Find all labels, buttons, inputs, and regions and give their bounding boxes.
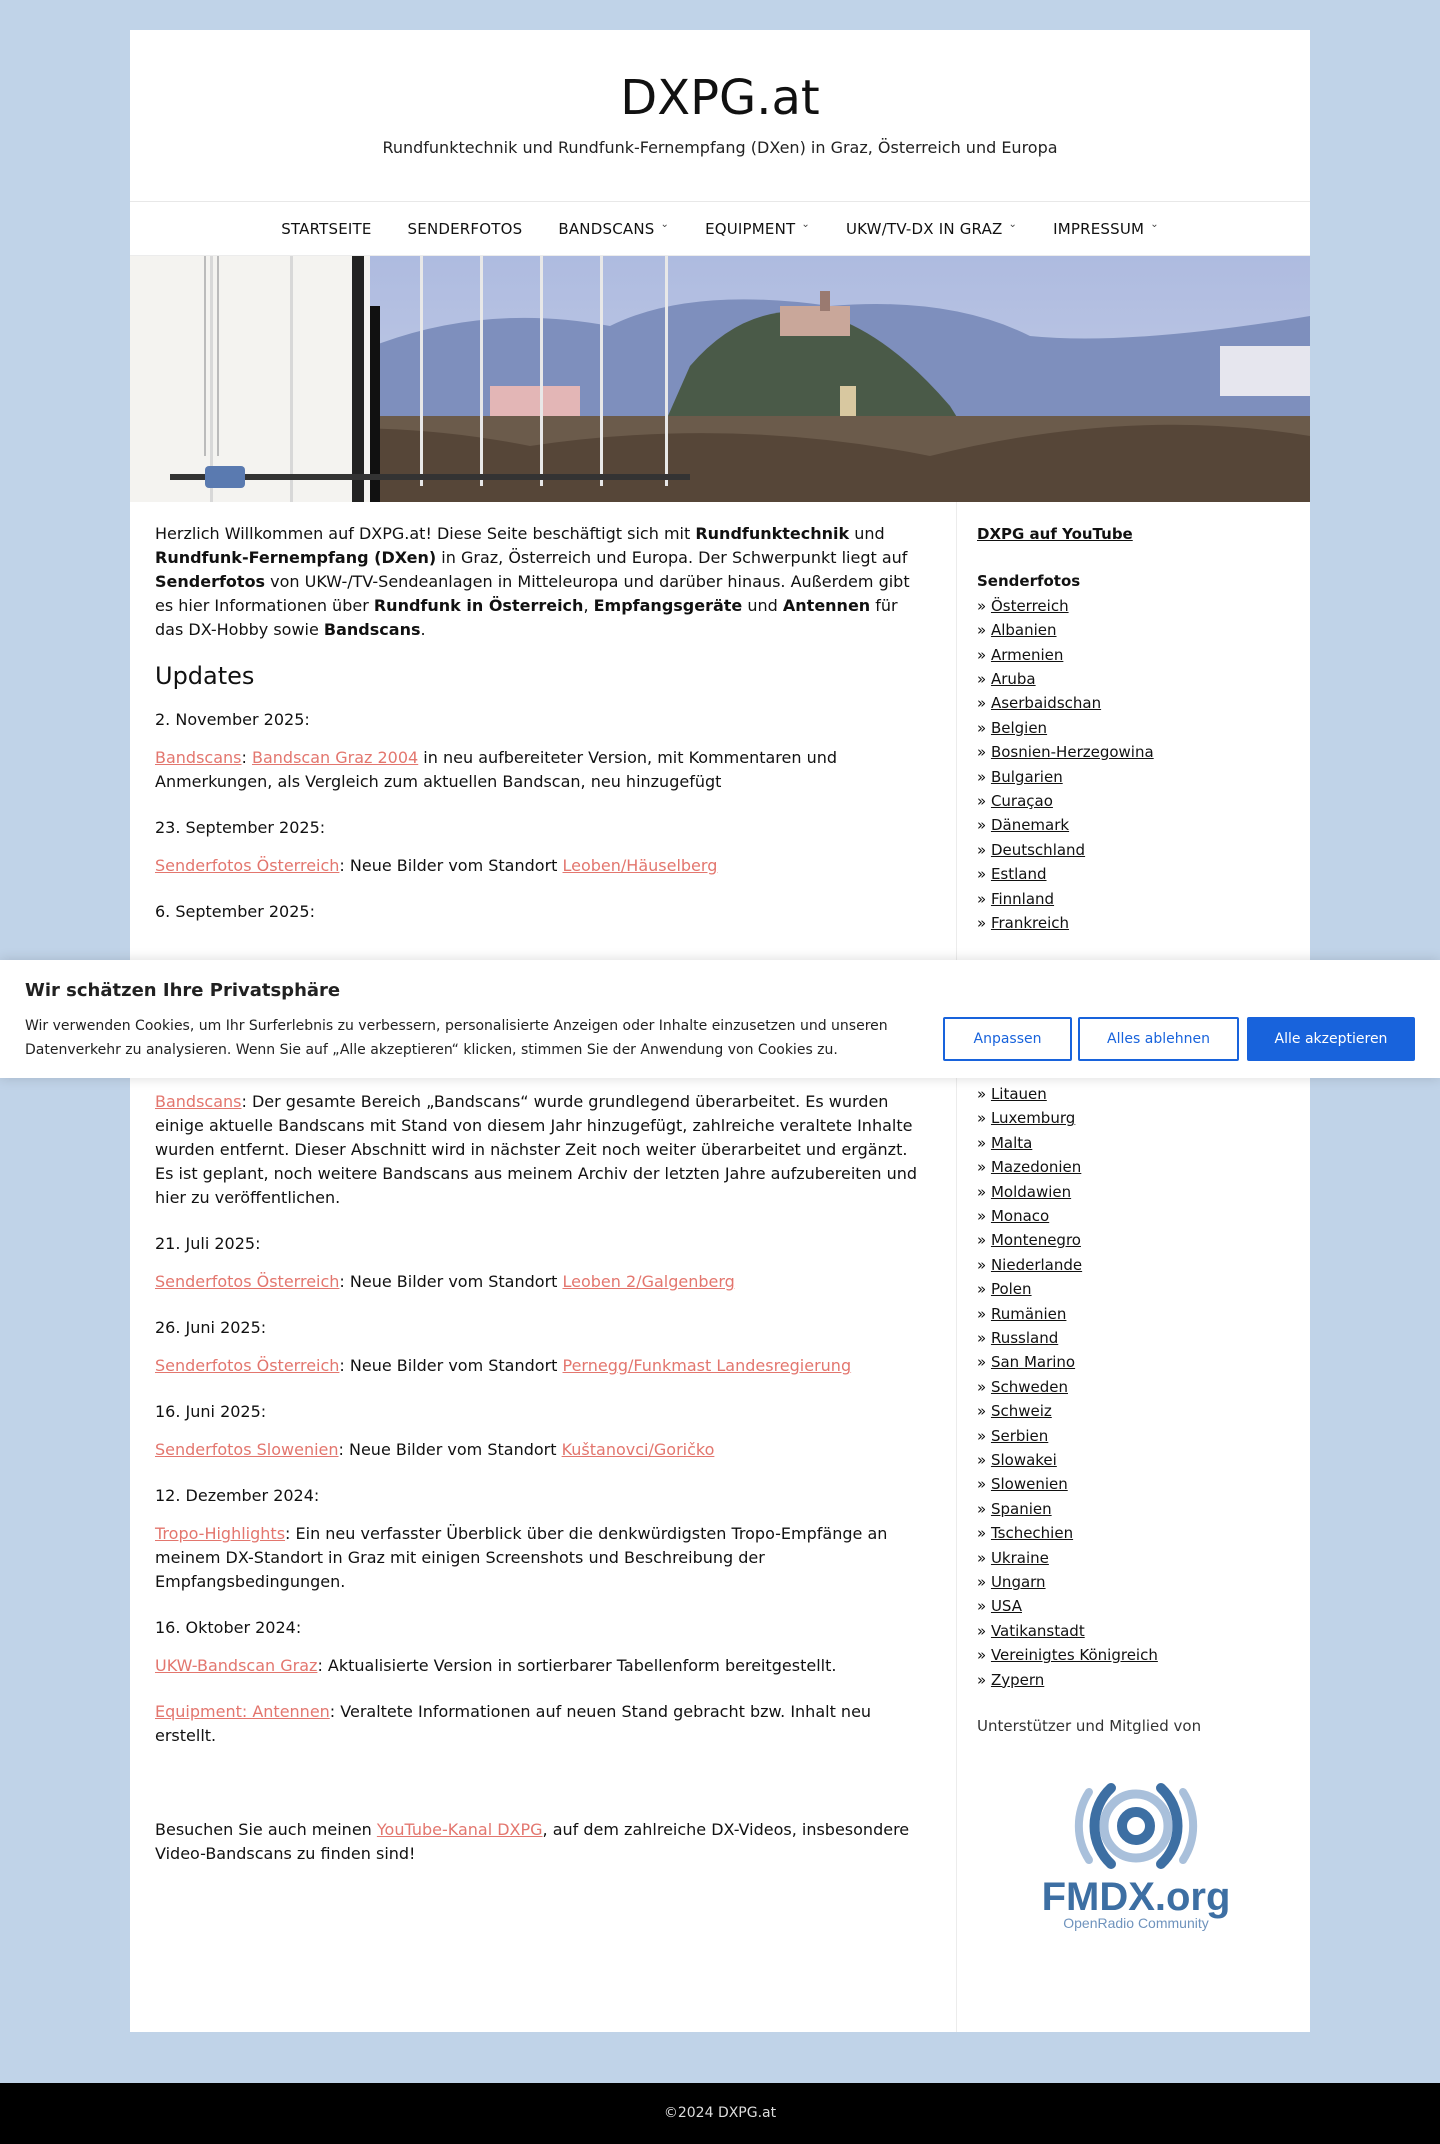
sidebar-heading: Senderfotos [977, 572, 1081, 591]
sidebar-country-item [977, 1082, 1287, 1106]
sidebar-country-item [977, 887, 1287, 911]
nav-equipment[interactable] [705, 220, 810, 238]
sidebar-country-item [977, 1424, 1287, 1448]
country-link[interactable]: Aserbaidschan [990, 694, 1102, 713]
sidebar-country-item [977, 838, 1287, 862]
country-link[interactable]: Spanien [990, 1499, 1052, 1518]
sidebar-country-item [977, 1448, 1287, 1472]
intro-paragraph [155, 522, 930, 642]
country-link[interactable]: Montenegro [990, 1231, 1081, 1250]
list-bullet: » [977, 1206, 991, 1225]
list-bullet: » [977, 1328, 991, 1347]
sidebar-country-item [977, 1546, 1287, 1570]
intro-text: für das DX-Hobby sowie [155, 596, 898, 639]
update-entry [155, 1654, 930, 1678]
country-link[interactable]: Mazedonien [990, 1158, 1082, 1177]
update-entry [155, 854, 930, 878]
country-link[interactable]: Luxemburg [990, 1109, 1076, 1128]
country-link[interactable]: Vatikanstadt [990, 1621, 1085, 1640]
list-bullet: » [977, 1353, 991, 1372]
nav-impressum[interactable] [1053, 220, 1159, 238]
sidebar-country-item [977, 862, 1287, 886]
intro-text: von UKW-/TV-Sendeanlagen in Mitteleuropa und darüber hinaus. Außerdem gibt es hier Informationen über [155, 572, 910, 615]
chevron-down-icon: ⌄ [1008, 219, 1018, 230]
country-link[interactable]: Bulgarien [990, 767, 1063, 786]
outro-text: Besuchen Sie auch meinen [155, 1820, 377, 1839]
update-entry [155, 1090, 930, 1210]
update-link[interactable]: Bandscan Graz 2004 [251, 748, 419, 767]
update-link[interactable]: Equipment: Antennen [155, 1702, 330, 1721]
update-link[interactable]: Senderfotos Österreich [155, 1272, 340, 1291]
sidebar-country-item [977, 1155, 1287, 1179]
list-bullet: » [977, 914, 991, 933]
list-bullet: » [977, 1597, 991, 1616]
list-bullet: » [977, 1377, 991, 1396]
main-content [155, 522, 930, 1888]
country-link[interactable]: Estland [990, 865, 1047, 884]
country-link[interactable]: Polen [990, 1280, 1032, 1299]
country-link[interactable]: Monaco [990, 1206, 1050, 1225]
country-link[interactable]: Curaçao [990, 792, 1053, 811]
list-bullet: » [977, 1255, 991, 1274]
country-link[interactable]: Slowakei [990, 1451, 1057, 1469]
update-entry [155, 1438, 930, 1462]
country-link[interactable]: Ukraine [990, 1548, 1049, 1567]
list-bullet: » [977, 1133, 991, 1152]
country-link[interactable]: Ungarn [990, 1573, 1046, 1592]
nav-label: EQUIPMENT [705, 219, 796, 238]
list-bullet: » [977, 645, 991, 664]
list-bullet: » [977, 1451, 991, 1469]
list-bullet: » [977, 1231, 991, 1250]
sidebar-country-item [977, 1668, 1287, 1692]
content-area [130, 502, 1310, 2032]
country-link[interactable]: USA [990, 1597, 1022, 1616]
country-list [977, 1058, 1287, 1693]
sidebar-country-item [977, 594, 1287, 618]
sidebar-country-item [977, 1326, 1287, 1350]
update-date: 6. September 2025: [155, 902, 315, 921]
sidebar [977, 522, 1287, 1938]
list-bullet: » [977, 694, 991, 713]
sidebar-country-item [977, 911, 1287, 935]
nav-bandscans[interactable] [558, 220, 669, 238]
update-entry [155, 1354, 930, 1378]
list-bullet: » [977, 621, 991, 640]
sidebar-country-item [977, 1594, 1287, 1618]
sidebar-country-item [977, 1277, 1287, 1301]
update-entry [155, 746, 930, 794]
youtube-link[interactable]: DXPG auf YouTube [977, 525, 1133, 543]
nav-senderfotos[interactable] [408, 220, 523, 238]
update-date: 16. Oktober 2024: [155, 1618, 302, 1637]
fmdx-logo[interactable] [1041, 1778, 1231, 1938]
list-bullet: » [977, 865, 991, 884]
list-bullet: » [977, 1475, 991, 1494]
nav-label: IMPRESSUM [1053, 219, 1145, 238]
cookie-text: Wir verwenden Cookies, um Ihr Surferlebnis zu verbessern, personalisierte Anzeigen oder Inhalte einzusetzen und unseren Datenverkehr zu analysieren. Wenn Sie auf „Alle akzeptieren“ klicken, stimmen Sie der Anwendung von Cookies zu. [25, 1018, 888, 1058]
list-bullet: » [977, 816, 991, 835]
country-link[interactable]: Österreich [990, 596, 1069, 615]
list-bullet: » [977, 840, 991, 859]
sidebar-country-item [977, 691, 1287, 715]
list-bullet: » [977, 1158, 991, 1177]
update-link[interactable]: Senderfotos Österreich [155, 856, 340, 875]
update-text: : Ein neu verfasster Überblick über die denkwürdigsten Tropo-Empfänge an meinem DX-Standort in Graz mit einigen Screenshots und Beschreibung der Empfangsbedingungen. [155, 1524, 888, 1591]
list-bullet: » [977, 1280, 991, 1299]
list-bullet: » [977, 1524, 991, 1543]
site-header [130, 30, 1310, 202]
list-bullet: » [977, 1548, 991, 1567]
list-bullet: » [977, 718, 991, 737]
intro-text: und [849, 524, 885, 543]
main-navigation [130, 202, 1310, 256]
update-text: : Neue Bilder vom Standort [339, 1356, 563, 1375]
sidebar-country-item [977, 667, 1287, 691]
update-link[interactable]: UKW-Bandscan Graz [155, 1656, 318, 1675]
update-text: : Aktualisierte Version in sortierbarer Tabellenform bereitgestellt. [317, 1656, 837, 1675]
site-tagline: Rundfunktechnik und Rundfunk-Fernempfang (DXen) in Graz, Österreich und Europa [382, 137, 1058, 157]
country-link[interactable]: Frankreich [990, 914, 1070, 933]
sidebar-country-item [977, 1619, 1287, 1643]
update-link[interactable]: Senderfotos Slowenien [155, 1440, 339, 1459]
intro-bold: Bandscans [323, 620, 421, 639]
country-link[interactable]: Schweden [990, 1377, 1068, 1396]
sidebar-country-item [977, 1570, 1287, 1594]
fmdx-logo-subtext: OpenRadio Community [1063, 1915, 1209, 1932]
list-bullet: » [977, 670, 991, 689]
list-bullet: » [977, 596, 991, 615]
list-bullet: » [977, 1109, 991, 1128]
update-link[interactable]: Pernegg/Funkmast Landesregierung [562, 1356, 852, 1375]
list-bullet: » [977, 767, 991, 786]
sidebar-country-item [977, 1375, 1287, 1399]
sidebar-country-item [977, 1253, 1287, 1277]
update-text: in neu aufbereiteter Version, mit Kommentaren und Anmerkungen, als Vergleich zum aktuellen Bandscan, neu hinzugefügt [155, 748, 838, 791]
country-link[interactable]: Tschechien [990, 1524, 1074, 1543]
intro-bold: Rundfunk-Fernempfang (DXen) [155, 548, 437, 567]
list-bullet: » [977, 1499, 991, 1518]
update-text: : Veraltete Informationen auf neuen Stand gebracht bzw. Inhalt neu erstellt. [155, 1702, 872, 1745]
intro-text: , [583, 596, 594, 615]
sidebar-country-item [977, 1204, 1287, 1228]
country-link[interactable]: Litauen [990, 1084, 1047, 1103]
country-link[interactable]: Albanien [990, 621, 1057, 640]
update-text: : [241, 748, 252, 767]
customize-button[interactable]: Anpassen [943, 1017, 1072, 1061]
cookie-banner [0, 960, 1440, 1078]
update-link[interactable]: Leoben/Häuselberg [562, 856, 718, 875]
sidebar-divider [956, 502, 957, 2032]
intro-bold: Antennen [782, 596, 871, 615]
list-bullet: » [977, 1304, 991, 1323]
country-link[interactable]: Serbien [990, 1426, 1049, 1445]
country-link[interactable]: Vereinigtes Königreich [990, 1646, 1158, 1665]
list-bullet: » [977, 1646, 991, 1665]
intro-bold: Senderfotos [155, 572, 266, 591]
sidebar-country-item [977, 1228, 1287, 1252]
list-bullet: » [977, 792, 991, 811]
list-bullet: » [977, 1084, 991, 1103]
intro-text: in Graz, Österreich und Europa. Der Schwerpunkt liegt auf [436, 548, 908, 567]
sidebar-country-item [977, 1399, 1287, 1423]
list-bullet: » [977, 1573, 991, 1592]
sidebar-country-item [977, 1643, 1287, 1667]
update-date: 12. Dezember 2024: [155, 1486, 320, 1505]
nav-startseite[interactable] [281, 220, 371, 238]
country-link[interactable]: Schweiz [990, 1402, 1052, 1421]
sidebar-country-item [977, 1521, 1287, 1545]
list-bullet: » [977, 743, 991, 762]
chevron-down-icon: ⌄ [660, 219, 670, 230]
country-link[interactable]: Bosnien-Herzegowina [990, 743, 1154, 762]
reject-all-button[interactable]: Alles ablehnen [1078, 1017, 1239, 1061]
country-list [977, 594, 1287, 936]
country-link[interactable]: Dänemark [990, 816, 1070, 835]
update-link[interactable]: Senderfotos Österreich [155, 1356, 340, 1375]
outro-paragraph [155, 1818, 930, 1866]
country-link[interactable]: Armenien [990, 645, 1064, 664]
chevron-down-icon: ⌄ [1150, 219, 1159, 230]
sidebar-country-item [977, 643, 1287, 667]
intro-text: Herzlich Willkommen auf DXPG.at! Diese Seite beschäftigt sich mit [155, 524, 696, 543]
nav-ukw-tv-dx[interactable] [846, 220, 1017, 238]
sidebar-country-item [977, 765, 1287, 789]
update-entry [155, 1700, 930, 1748]
fmdx-logo-text: FMDX.org [1041, 1875, 1231, 1920]
country-link[interactable]: Finnland [990, 889, 1055, 908]
youtube-channel-link[interactable]: YouTube-Kanal DXPG [376, 1820, 543, 1839]
update-date: 16. Juni 2025: [155, 1402, 267, 1421]
sidebar-country-item [977, 618, 1287, 642]
update-date: 21. Juli 2025: [155, 1234, 261, 1253]
sidebar-country-item [977, 1472, 1287, 1496]
outro-text: , auf dem zahlreiche DX-Videos, insbesondere Video-Bandscans zu finden sind! [155, 1820, 910, 1863]
country-link[interactable]: Niederlande [990, 1255, 1083, 1274]
intro-bold: Rundfunk in Österreich [373, 596, 584, 615]
update-link[interactable]: Kuštanovci/Goričko [561, 1440, 715, 1459]
list-bullet: » [977, 1402, 991, 1421]
update-text: : Neue Bilder vom Standort [339, 1272, 563, 1291]
country-link[interactable]: Russland [990, 1328, 1059, 1347]
intro-bold: Rundfunktechnik [695, 524, 850, 543]
nav-label: UKW/TV-DX IN GRAZ [846, 219, 1003, 238]
nav-label: BANDSCANS [558, 219, 655, 238]
intro-text: und [742, 596, 783, 615]
update-link[interactable]: Bandscans [155, 748, 242, 767]
update-date: 23. September 2025: [155, 818, 326, 837]
country-link[interactable]: Malta [990, 1133, 1033, 1152]
nav-label: STARTSEITE [281, 219, 372, 238]
update-entry [155, 1270, 930, 1294]
updates-heading: Updates [155, 662, 255, 690]
sidebar-country-item [977, 1180, 1287, 1204]
intro-bold: Empfangsgeräte [593, 596, 743, 615]
sidebar-country-item [977, 1350, 1287, 1374]
update-entry [155, 1522, 930, 1594]
update-text: : Neue Bilder vom Standort [338, 1440, 562, 1459]
list-bullet: » [977, 1426, 991, 1445]
sidebar-country-item [977, 1302, 1287, 1326]
sidebar-country-item [977, 740, 1287, 764]
intro-text: . [420, 620, 426, 639]
update-link[interactable]: Leoben 2/Galgenberg [562, 1272, 735, 1291]
country-link[interactable]: Rumänien [990, 1304, 1067, 1323]
country-link[interactable]: Zypern [990, 1670, 1045, 1689]
sidebar-country-item [977, 1106, 1287, 1130]
sidebar-country-item [977, 789, 1287, 813]
list-bullet: » [977, 1621, 991, 1640]
footer-copyright: ©2024 DXPG.at [663, 2105, 777, 2121]
list-bullet: » [977, 889, 991, 908]
site-title[interactable]: DXPG.at [620, 70, 820, 126]
update-date: 26. Juni 2025: [155, 1318, 267, 1337]
update-link[interactable]: Tropo-Highlights [155, 1524, 286, 1543]
sidebar-country-item [977, 1497, 1287, 1521]
cookie-title: Wir schätzen Ihre Privatsphäre [25, 980, 341, 1001]
list-bullet: » [977, 1670, 991, 1689]
country-link[interactable]: Slowenien [990, 1475, 1068, 1494]
country-link[interactable]: Moldawien [990, 1182, 1072, 1201]
header-image [130, 256, 1310, 502]
list-bullet: » [977, 1182, 991, 1201]
supporter-label: Unterstützer und Mitglied von [977, 1717, 1202, 1736]
update-text: : Der gesamte Bereich „Bandscans“ wurde grundlegend überarbeitet. Es wurden einige aktuelle Bandscans mit Stand von diesem Jahr hinzugefügt, zahlreiche veraltete Inhalte wurden entfernt. Dieser Abschnitt wird in nächster Zeit noch weiter überarbeitet und ergänzt. Es ist geplant, noch weitere Bandscans aus meinem Archiv der letzten Jahre aufzubereiten und hier zu veröffentlichen. [155, 1092, 918, 1207]
update-text: : Neue Bilder vom Standort [339, 856, 563, 875]
sidebar-country-item [977, 716, 1287, 740]
chevron-down-icon: ⌄ [801, 219, 810, 230]
sidebar-country-item [977, 813, 1287, 837]
sidebar-country-item [977, 1131, 1287, 1155]
nav-label: SENDERFOTOS [407, 219, 523, 238]
country-link[interactable]: Aruba [990, 670, 1036, 689]
update-link[interactable]: Bandscans [155, 1092, 242, 1111]
country-link[interactable]: San Marino [990, 1353, 1076, 1372]
country-link[interactable]: Belgien [990, 718, 1048, 737]
accept-all-button[interactable]: Alle akzeptieren [1247, 1017, 1415, 1061]
country-link[interactable]: Deutschland [990, 840, 1086, 859]
site-footer [0, 2083, 1440, 2144]
update-date: 2. November 2025: [155, 710, 310, 729]
